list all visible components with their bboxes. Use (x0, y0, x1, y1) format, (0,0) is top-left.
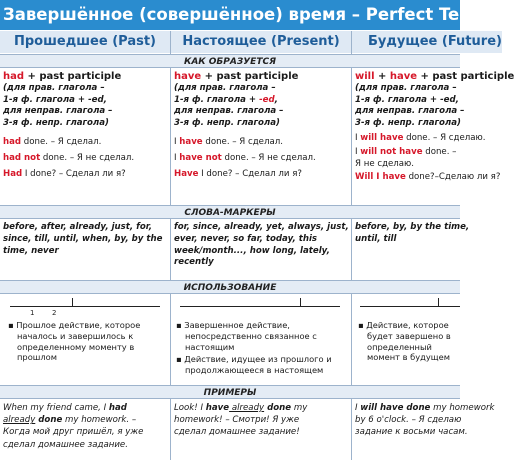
section-band-form: КАК ОБРАЗУЕТСЯ (0, 54, 460, 68)
page-title: Завершённое (совершённое) время – Perfect Tense (0, 0, 460, 30)
section-band-examples: ПРИМЕРЫ (0, 385, 460, 399)
form-present: have + past participle (для прав. глагола – 1-я ф. глагола + -ed, для неправ. глагола – 3-я ф. непр. глагола) I have done. – Я сделал. I have not done. – Я не сделал. Have I done? – Сделал ли я? (174, 71, 316, 179)
markers-past: before, after, already, just, for, since, till, until, when, by, by the time, never (3, 222, 163, 256)
column-header-past: Прошедшее (Past) (0, 31, 170, 53)
example-future: I will have done my homework by 6 o'clock. – Я сделаю задание к восьми часам. (355, 403, 495, 438)
example-past: When my friend came, I had already done my homework. – Когда мой друг пришёл, я уже сделал домашнее задание. (3, 403, 144, 450)
section-band-usage: ИСПОЛЬЗОВАНИЕ (0, 280, 460, 294)
grammar-table: Завершённое (совершённое) время – Perfect Tense Прошедшее (Past) Настоящее (Present) Будущее (Future) КАК ОБРАЗУЕТСЯ had + past participle (для прав. глагола – 1-я ф. глагола + -ed, для неправ. глагола – 3-я ф. непр. глагола) had done. – Я сделал. had not done. – Я не сделал. Had I done? – Сделал ли я? have + past participle (для прав. глагола – 1-я ф. глагола + -ed, для неправ. глагола – 3-я ф. непр. глагола) I have done. – Я сделал. I have not done. – Я не сделал. Have I done? – Сделал ли я? will + have + past participle (для прав. глагола – 1-я ф. глагола + -ed, для неправ. глагола – 3-я ф. непр. глагола) I will have done. – Я сделаю. I will not have done. – Я не сделаю. Will I have done?–Сделаю ли я? СЛОВА-МАРКЕРЫ before, after, already, just, for, since, till, until, when, by, by the time, never for, since, already, yet, always, just, ever, never, so far, today, this week/month..., how long, lately, recently before, by, by the time, until, till ИСПОЛЬЗОВАНИЕ 1 2 ▪ Прошлое действие, которое началось и завершилось к определенному моменту в прошлом ▪ Завершенное действие, непосредственно связанное с настоящим ▪ Действие, идущее из прошлого и продолжающееся в настоящем ▪ Действие, которое будет завершено в определенный момент в будущем ПРИМЕРЫ When my friend came, I had already done my homework. – Когда мой друг пришёл, я уже сделал домашнее задание. Look! I have already done my homework! – Смотри! Я уже сделал домашнее задание! I will have done my homework by 6 o'clock. – Я сделаю задание к восьми часам. (0, 0, 460, 460)
column-header-present: Настоящее (Present) (171, 31, 351, 53)
usage-present: ▪ Завершенное действие, непосредственно связанное с настоящим ▪ Действие, идущее из прошлого и продолжающееся в настоящем (176, 320, 332, 376)
form-past: had + past participle (для прав. глагола – 1-я ф. глагола + -ed, для неправ. глагола – 3-я ф. непр. глагола) had done. – Я сделал. had not done. – Я не сделал. Had I done? – Сделал ли я? (3, 71, 135, 179)
form-future: will + have + past participle (для прав. глагола – 1-я ф. глагола + -ed, для неправ. глагола – 3-я ф. непр. глагола) I will have done. – Я сделаю. I will not have done. – Я не сделаю. Will I have done?–Сделаю ли я? (355, 71, 514, 183)
usage-past: ▪ Прошлое действие, которое началось и завершилось к определенному моменту в прошлом (8, 320, 141, 363)
example-present: Look! I have already done my homework! – Смотри! Я уже сделал домашнее задание! (174, 403, 308, 438)
markers-present: for, since, already, yet, always, just, ever, never, so far, today, this week/month..., how long, lately, recently (174, 222, 349, 268)
column-header-future: Будущее (Future) (352, 31, 502, 53)
usage-future: ▪ Действие, которое будет завершено в определенный момент в будущем (358, 320, 451, 363)
section-band-markers: СЛОВА-МАРКЕРЫ (0, 205, 460, 219)
markers-future: before, by, by the time, until, till (355, 222, 470, 244)
